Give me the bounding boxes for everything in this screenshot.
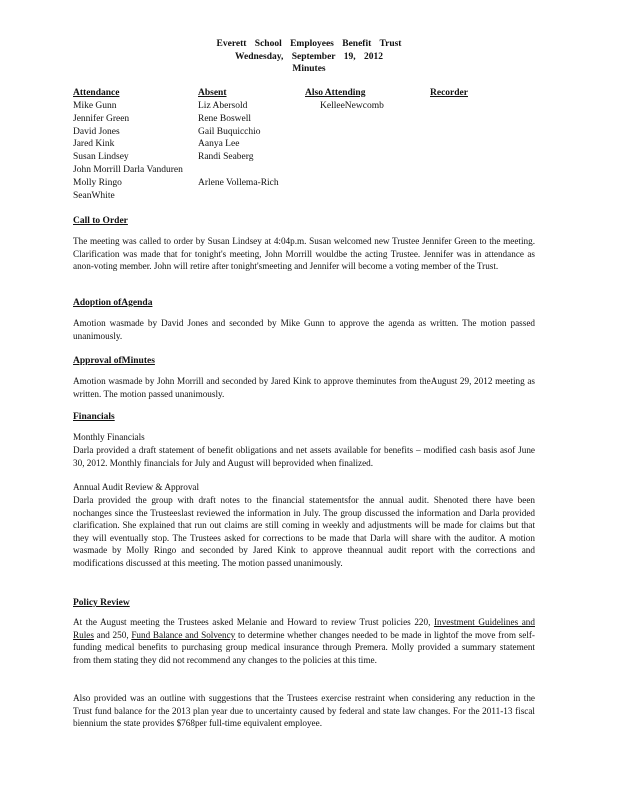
also-attending-member: KelleeNewcomb	[320, 101, 384, 111]
absent-member: Aanya Lee	[198, 139, 240, 150]
present-member: Molly Ringo	[73, 177, 122, 188]
policy-text-part: At the August meeting the Trustees asked Melanie and Howard to review Trust policies 220,	[73, 617, 434, 627]
policy-250-title: Fund Balance and Solvency	[131, 629, 236, 640]
approval-of-minutes-heading: Approval ofMinutes	[73, 356, 155, 366]
financials-heading: Financials	[73, 412, 115, 422]
present-member: David Jones	[73, 126, 120, 137]
attendance-heading: Attendance	[73, 88, 120, 98]
policy-text-part: and 250,	[93, 629, 132, 640]
header-date: Wednesday, September 19, 2012	[235, 51, 383, 62]
monthly-financials-text: Darla provided a draft statement of benefit obligations and net assets available for benefits – modified cash basis asof June 30, 2012. Monthly financials for July and August will beprovided when finalized.	[73, 445, 535, 468]
monthly-financials-subheading: Monthly Financials	[73, 432, 145, 442]
absent-member: Randi Seaberg	[198, 152, 254, 163]
annual-audit-subheading: Annual Audit Review & Approval	[73, 482, 200, 492]
present-member: SeanWhite	[73, 190, 115, 201]
call-to-order-text: The meeting was called to order by Susan Lindsey at 4:04p.m. Susan welcomed new Trustee Jennifer Green to the meeting. Clarification was made that for tonight's meeting, John Morrill wouldbe the acting Trustee. Jennifer was in attendance as anon-voting member. John will retire after tonight'smeeting and Jennifer will become a voting member of the Trust.	[73, 236, 535, 272]
adoption-of-agenda-heading: Adoption ofAgenda	[73, 298, 153, 308]
policy-text-part: to determine whether changes needed to be made in lightof the move from self-funding medical benefits to purchasing group medical insurance through Premera. Molly provided a summary statement from them stating they did not recommend any changes to the policies at this time.	[73, 629, 535, 665]
policy-review-heading: Policy Review	[73, 598, 130, 608]
present-member: Jared Kink	[73, 139, 115, 150]
absent-member: Arlene Vollema-Rich	[198, 177, 279, 188]
present-member: Jennifer Green	[73, 113, 130, 124]
also-attending-heading: Also Attending	[305, 88, 366, 98]
policy-review-text	[73, 616, 535, 666]
present-member: Mike Gunn	[73, 101, 117, 111]
absent-spacer	[198, 164, 279, 177]
absent-list	[198, 100, 279, 190]
policy-review-text-2: Also provided was an outline with suggestions that the Trustees exercise restraint when considering any reduction in the Trust fund balance for the 2013 plan year due to uncertainty caused by federal and state law changes. For the 2011-13 fiscal biennium the state provides $768per full-time equivalent employee.	[73, 693, 535, 729]
present-list	[73, 100, 183, 202]
header-org-title: Everett School Employees Benefit Trust	[216, 39, 402, 49]
absent-member: Liz Abersold	[198, 101, 248, 111]
present-member: John Morrill Darla Vanduren	[73, 164, 183, 175]
recorder-heading: Recorder	[430, 88, 468, 98]
absent-member: Gail Buquicchio	[198, 126, 261, 137]
absent-member: Rene Boswell	[198, 113, 252, 124]
approval-of-minutes-text: Amotion wasmade by John Morrill and seconded by Jared Kink to approve theminutes from theAugust 29, 2012 meeting as written. The motion passed unanimously.	[73, 376, 535, 399]
absent-heading: Absent	[198, 88, 227, 98]
header-minutes: Minutes	[292, 64, 326, 74]
call-to-order-heading: Call to Order	[73, 216, 128, 226]
annual-audit-text: Darla provided the group with draft notes to the financial statementsfor the annual audit. Shenoted there have been nochanges since the Trusteeslast reviewed the information in July. The group discussed the information and Darla provided clarification. She explained that run out claims are still coming in weekly and adjustments will be made for claims but that they will eventually stop. The Trustees asked for corrections to be made that Darla will share with the auditor. A motion wasmade by Molly Ringo and seconded by Jared Kink to approve theannual audit report with the corrections and modifications discussed at this meeting. The motion passed unanimously.	[73, 495, 535, 568]
also-attending-list	[320, 100, 384, 113]
adoption-of-agenda-text: Amotion wasmade by David Jones and seconded by Mike Gunn to approve the agenda as written. The motion passed unanimously.	[73, 318, 535, 341]
policy-220-title: Investment Guidelines and Rules	[73, 617, 535, 640]
document-header	[0, 38, 618, 76]
present-member: Susan Lindsey	[73, 152, 129, 163]
